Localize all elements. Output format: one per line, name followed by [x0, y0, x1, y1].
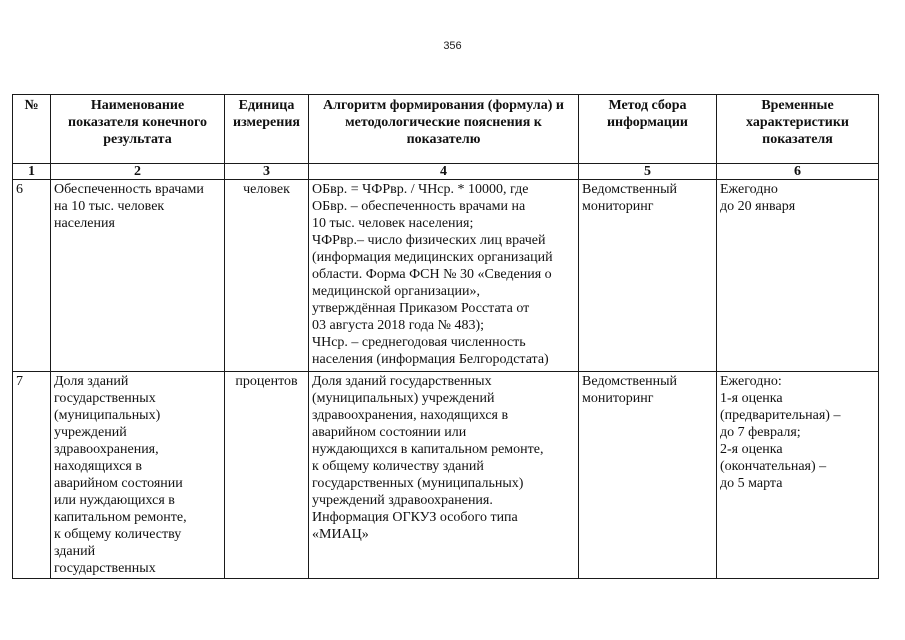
indicators-table — [12, 94, 879, 579]
algorithm-line: здравоохранения, находящихся в — [312, 408, 509, 423]
algorithm-cell — [309, 180, 579, 372]
timing-line: 2-я оценка — [720, 442, 783, 457]
header-method: Метод сбора информации — [579, 95, 717, 164]
algorithm-line: нуждающихся в капитальном ремонте, — [312, 442, 544, 457]
name-line: здравоохранения, — [54, 442, 159, 457]
column-number: 5 — [579, 164, 717, 180]
row-number: 6 — [13, 180, 51, 372]
algorithm-line: ЧНср. – среднегодовая численность — [312, 335, 526, 350]
timing-cell — [717, 180, 879, 372]
table-row — [13, 180, 879, 372]
name-line: или нуждающихся в — [54, 493, 175, 508]
indicator-name: Обеспеченность врачами на 10 тыс. человек населения — [51, 180, 225, 372]
header-timing: Временные характеристики показателя — [717, 95, 879, 164]
unit-cell: процентов — [225, 372, 309, 579]
header-unit: Единица измерения — [225, 95, 309, 164]
timing-line: до 5 марта — [720, 476, 783, 491]
name-line: государственных — [54, 391, 156, 406]
algorithm-line: области. Форма ФСН № 30 «Сведения о — [312, 267, 552, 282]
algorithm-line: ЧФРвр.– число физических лиц врачей — [312, 233, 546, 248]
row-number: 7 — [13, 372, 51, 579]
algorithm-line: 03 августа 2018 года № 483); — [312, 318, 485, 333]
name-line: (муниципальных) — [54, 408, 161, 423]
timing-line: Ежегодно — [720, 182, 778, 197]
algorithm-line: Доля зданий государственных — [312, 374, 492, 389]
timing-line: Ежегодно: — [720, 374, 782, 389]
column-number-row — [13, 164, 879, 180]
algorithm-line: ОБвр. – обеспеченность врачами на — [312, 199, 526, 214]
name-line: зданий — [54, 544, 96, 559]
timing-line: до 7 февраля; — [720, 425, 801, 440]
algorithm-line: утверждённая Приказом Росстата от — [312, 301, 530, 316]
name-line: к общему количеству — [54, 527, 182, 542]
indicator-name — [51, 372, 225, 579]
algorithm-line: государственных (муниципальных) — [312, 476, 524, 491]
timing-line: 1-я оценка — [720, 391, 783, 406]
column-number: 3 — [225, 164, 309, 180]
algorithm-line: к общему количеству зданий — [312, 459, 484, 474]
table-header-row — [13, 95, 879, 164]
algorithm-cell — [309, 372, 579, 579]
algorithm-line: учреждений здравоохранения. — [312, 493, 493, 508]
method-cell: Ведомственный мониторинг — [579, 180, 717, 372]
name-line: находящихся в — [54, 459, 142, 474]
unit-cell: человек — [225, 180, 309, 372]
algorithm-line: Информация ОГКУЗ особого типа — [312, 510, 518, 525]
name-line: капитальном ремонте, — [54, 510, 187, 525]
algorithm-line: медицинской организации», — [312, 284, 480, 299]
algorithm-line: «МИАЦ» — [312, 527, 369, 542]
header-algorithm: Алгоритм формирования (формула) и методологические пояснения к показателю — [309, 95, 579, 164]
algorithm-line: ОБвр. = ЧФРвр. / ЧНср. * 10000, где — [312, 182, 529, 197]
table-row — [13, 372, 879, 579]
algorithm-line: населения (информация Белгородстата) — [312, 352, 549, 367]
header-number: № — [13, 95, 51, 164]
algorithm-line: (информация медицинских организаций — [312, 250, 553, 265]
name-line: государственных — [54, 561, 156, 576]
timing-line: (предварительная) – — [720, 408, 841, 423]
timing-line: (окончательная) – — [720, 459, 827, 474]
column-number: 2 — [51, 164, 225, 180]
name-line: Доля зданий — [54, 374, 129, 389]
name-line: аварийном состоянии — [54, 476, 183, 491]
algorithm-line: 10 тыс. человек населения; — [312, 216, 474, 231]
algorithm-line: (муниципальных) учреждений — [312, 391, 495, 406]
name-line: учреждений — [54, 425, 127, 440]
timing-cell — [717, 372, 879, 579]
column-number: 6 — [717, 164, 879, 180]
page-number: 356 — [443, 40, 462, 52]
column-number: 4 — [309, 164, 579, 180]
column-number: 1 — [13, 164, 51, 180]
method-cell: Ведомственный мониторинг — [579, 372, 717, 579]
algorithm-line: аварийном состоянии или — [312, 425, 467, 440]
timing-line: до 20 января — [720, 199, 796, 214]
header-indicator-name: Наименование показателя конечного результата — [51, 95, 225, 164]
